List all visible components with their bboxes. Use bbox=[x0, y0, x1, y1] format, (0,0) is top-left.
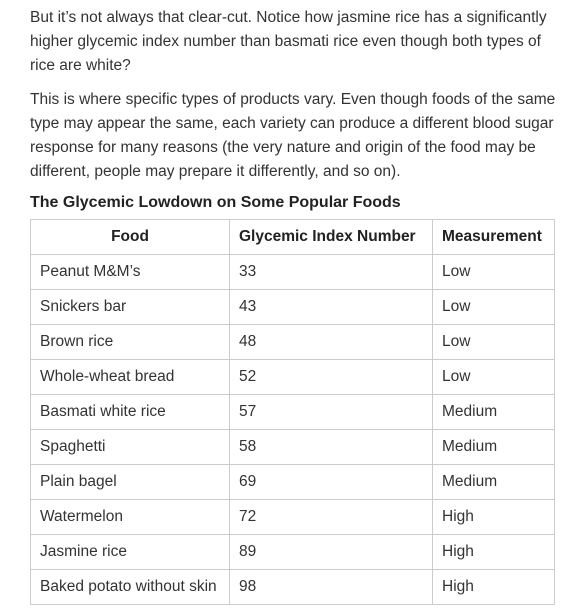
table-row bbox=[31, 360, 555, 395]
food-cell: Jasmine rice bbox=[31, 535, 230, 570]
food-cell: Spaghetti bbox=[31, 430, 230, 465]
table-row bbox=[31, 290, 555, 325]
table-caption: The Glycemic Lowdown on Some Popular Foods bbox=[30, 194, 401, 211]
gi-number-cell: 57 bbox=[230, 395, 433, 430]
table-row bbox=[31, 465, 555, 500]
gi-number-cell: 33 bbox=[230, 255, 433, 290]
food-cell: Plain bagel bbox=[31, 465, 230, 500]
food-cell: Basmati white rice bbox=[31, 395, 230, 430]
table-body bbox=[31, 255, 555, 605]
table-row bbox=[31, 325, 555, 360]
gi-number-cell: 43 bbox=[230, 290, 433, 325]
gi-number-cell: 48 bbox=[230, 325, 433, 360]
food-cell: Peanut M&M’s bbox=[31, 255, 230, 290]
table-row bbox=[31, 430, 555, 465]
column-header-measurement: Measurement bbox=[433, 220, 555, 255]
measurement-cell: Medium bbox=[433, 430, 555, 465]
measurement-cell: Medium bbox=[433, 395, 555, 430]
gi-number-cell: 89 bbox=[230, 535, 433, 570]
food-cell: Baked potato without skin bbox=[31, 570, 230, 605]
measurement-cell: Low bbox=[433, 255, 555, 290]
glycemic-table bbox=[30, 219, 555, 605]
measurement-cell: High bbox=[433, 535, 555, 570]
paragraph-explanation: This is where specific types of products vary. Even though foods of the same type may appear the same, each variety can produce a different blood sugar response for many reasons (the very nature and origin of the food may be different, people may prepare it differently, and so on). bbox=[30, 91, 556, 180]
gi-number-cell: 52 bbox=[230, 360, 433, 395]
gi-number-cell: 69 bbox=[230, 465, 433, 500]
table-row bbox=[31, 395, 555, 430]
food-cell: Whole-wheat bread bbox=[31, 360, 230, 395]
gi-number-cell: 58 bbox=[230, 430, 433, 465]
column-header-food: Food bbox=[31, 220, 230, 255]
table-row bbox=[31, 570, 555, 605]
food-cell: Snickers bar bbox=[31, 290, 230, 325]
measurement-cell: High bbox=[433, 570, 555, 605]
food-cell: Watermelon bbox=[31, 500, 230, 535]
column-header-gi: Glycemic Index Number bbox=[230, 220, 433, 255]
measurement-cell: Medium bbox=[433, 465, 555, 500]
food-cell: Brown rice bbox=[31, 325, 230, 360]
measurement-cell: Low bbox=[433, 290, 555, 325]
gi-number-cell: 98 bbox=[230, 570, 433, 605]
measurement-cell: Low bbox=[433, 360, 555, 395]
measurement-cell: High bbox=[433, 500, 555, 535]
gi-number-cell: 72 bbox=[230, 500, 433, 535]
table-row bbox=[31, 500, 555, 535]
table-header-row bbox=[31, 220, 555, 255]
measurement-cell: Low bbox=[433, 325, 555, 360]
paragraph-intro: But it’s not always that clear-cut. Notice how jasmine rice has a significantly higher glycemic index number than basmati rice even though both types of rice are white? bbox=[30, 9, 547, 74]
table-row bbox=[31, 255, 555, 290]
table-row bbox=[31, 535, 555, 570]
